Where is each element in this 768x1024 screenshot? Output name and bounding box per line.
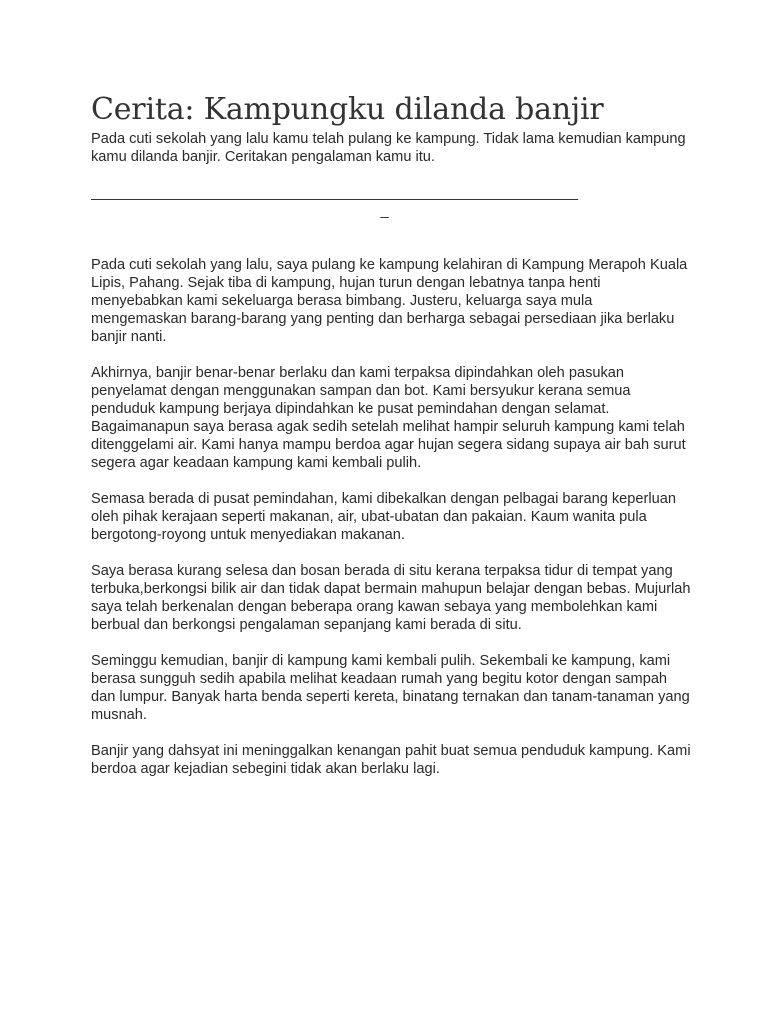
paragraph: Seminggu kemudian, banjir di kampung kami kembali pulih. Sekembali ke kampung, kami berasa sungguh sedih apabila melihat keadaan rumah yang begitu kotor dengan sampah dan lumpur. Banyak harta benda seperti kereta, binatang ternakan dan tanam-tanaman yang musnah. xyxy=(91,653,690,723)
paragraph: Akhirnya, banjir benar-benar berlaku dan kami terpaksa dipindahkan oleh pasukan penyelamat dengan menggunakan sampan dan bot. Kami bersyukur kerana semua penduduk kampung berjaya dipindahkan ke pusat pemindahan dengan selamat. Bagaimanapun saya berasa agak sedih setelah melihat hampir seluruh kampung kami telah ditenggelami air. Kami hanya mampu berdoa agar hujan segera sidang supaya air bah surut segera agar keadaan kampung kami kembali pulih. xyxy=(91,365,686,471)
paragraph: Saya berasa kurang selesa dan bosan berada di situ kerana terpaksa tidur di tempat yang terbuka,berkongsi bilik air dan tidak dapat bermain mahupun belajar dengan bebas. Mujurlah saya telah berkenalan dengan beberapa orang kawan sebaya yang membolehkan kami berbual dan berkongsi pengalaman sepanjang kami berada di situ. xyxy=(91,563,691,633)
essay-body xyxy=(91,256,691,778)
divider-line-tail: _ xyxy=(380,203,389,219)
essay-prompt: Pada cuti sekolah yang lalu kamu telah pulang ke kampung. Tidak lama kemudian kampung kamu dilanda banjir. Ceritakan pengalaman kamu itu. xyxy=(91,131,686,165)
paragraph: Banjir yang dahsyat ini meninggalkan kenangan pahit buat semua penduduk kampung. Kami berdoa agar kejadian sebegini tidak akan berlaku lagi. xyxy=(91,743,691,777)
paragraph: Semasa berada di pusat pemindahan, kami dibekalkan dengan pelbagai barang keperluan oleh pihak kerajaan seperti makanan, air, ubat-ubatan dan pakaian. Kaum wanita pula bergotong-royong untuk menyediakan makanan. xyxy=(91,491,676,543)
document-title: Cerita: Kampungku dilanda banjir xyxy=(91,92,604,127)
paragraph: Pada cuti sekolah yang lalu, saya pulang ke kampung kelahiran di Kampung Merapoh Kuala Lipis, Pahang. Sejak tiba di kampung, hujan turun dengan lebatnya tanpa henti menyebabkan kami sekeluarga berasa bimbang. Justeru, keluarga saya mula mengemaskan barang-barang yang penting dan berharga sebagai persediaan jika berlaku banjir nanti. xyxy=(91,257,688,345)
divider-line: ____________________________________________________________ xyxy=(91,185,578,201)
document-page xyxy=(91,90,691,796)
